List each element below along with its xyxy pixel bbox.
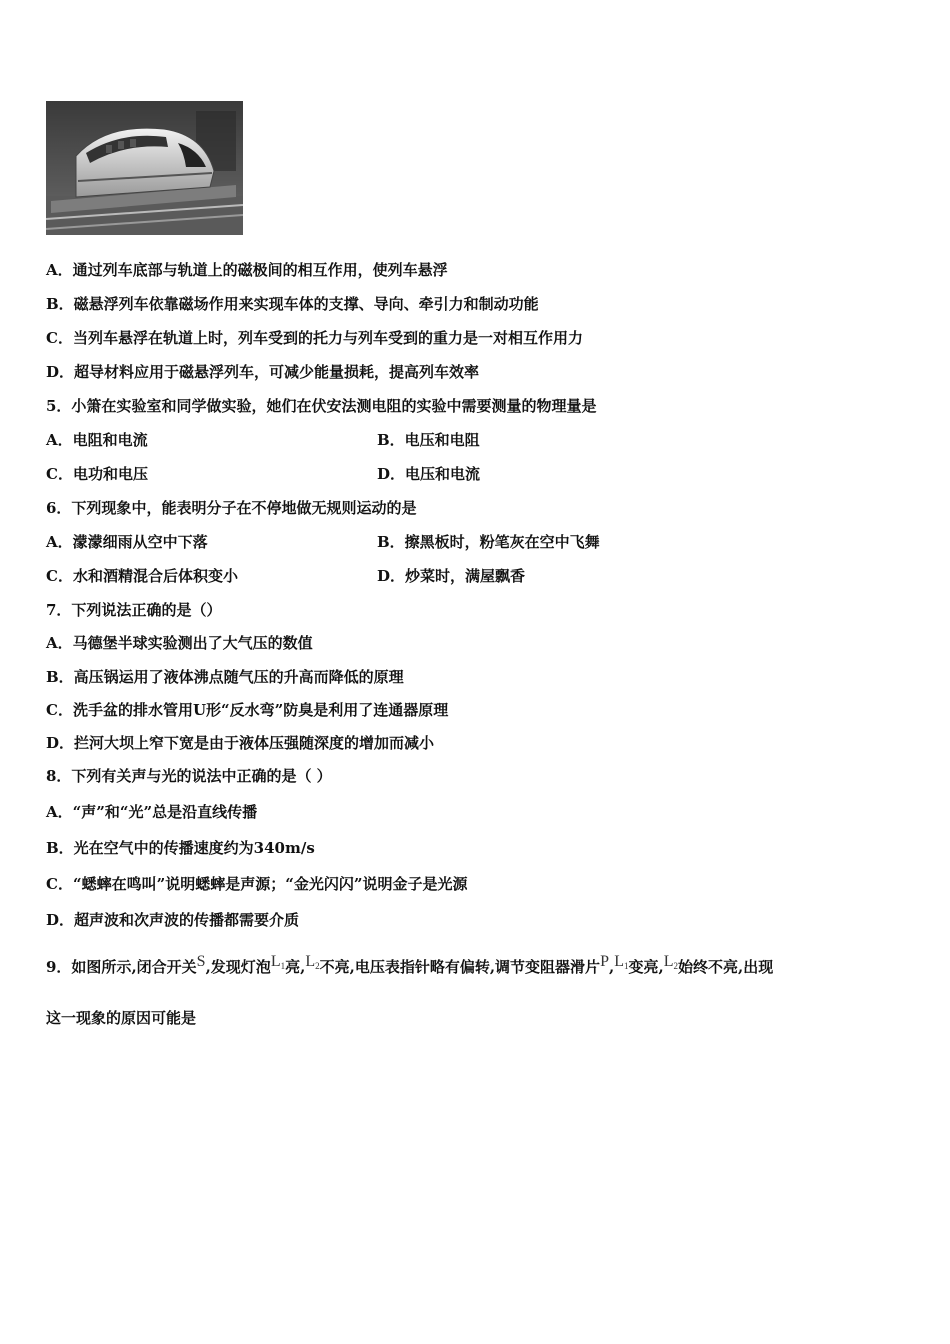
q8-option-a: A．“声”和“光”总是沿直线传播	[46, 803, 258, 821]
q4-option-c: C．当列车悬浮在轨道上时，列车受到的托力与列车受到的重力是一对相互作用力	[46, 329, 583, 347]
q6-option-d: D．炒菜时，满屋飘香	[377, 567, 526, 585]
q6-option-b: B．擦黑板时，粉笔灰在空中飞舞	[377, 533, 600, 551]
q7-stem: 7．下列说法正确的是（）	[46, 601, 222, 619]
q9-text-1: 9．如图所示,闭合开关	[46, 958, 197, 976]
q4-option-a: A．通过列车底部与轨道上的磁极间的相互作用，使列车悬浮	[46, 261, 448, 279]
q9-text-2: ,发现灯泡	[205, 958, 271, 976]
slider-p-symbol: P	[600, 953, 609, 970]
q7-option-c: C．洗手盆的排水管用U形“反水弯”防臭是利用了连通器原理	[46, 701, 449, 719]
q7-option-d: D．拦河大坝上窄下宽是由于液体压强随深度的增加而减小	[46, 734, 435, 752]
q5-option-a: A．电阻和电流	[46, 431, 148, 449]
q5-option-d: D．电压和电流	[377, 465, 481, 483]
q4-option-b: B．磁悬浮列车依靠磁场作用来实现车体的支撑、导向、牵引力和制动功能	[46, 295, 539, 313]
q9-text-5: ,	[608, 958, 615, 976]
q9-text-4: 不亮,电压表指针略有偏转,调节变阻器滑片	[319, 958, 601, 976]
q7-option-a: A．马德堡半球实验测出了大气压的数值	[46, 634, 313, 652]
bulb-l1-symbol: L1	[270, 953, 286, 971]
q8-stem: 8．下列有关声与光的说法中正确的是（ ）	[46, 767, 332, 785]
q8-option-c: C．“蟋蟀在鸣叫”说明蟋蟀是声源；“金光闪闪”说明金子是光源	[46, 875, 468, 893]
q8-option-d: D．超声波和次声波的传播都需要介质	[46, 911, 300, 929]
bulb-l2-symbol: L2	[305, 953, 320, 971]
maglev-train-photo	[46, 101, 243, 235]
q9-text-3: 亮,	[285, 958, 306, 976]
bulb-l1-symbol-2: L1	[614, 953, 629, 971]
bulb-l2-symbol-2: L2	[663, 953, 678, 971]
q6-option-a: A．濛濛细雨从空中下落	[46, 533, 208, 551]
q9-text-7: 始终不亮,出现	[678, 958, 774, 976]
q5-option-b: B．电压和电阻	[377, 431, 480, 449]
q9-stem-line2: 这一现象的原因可能是	[46, 1009, 197, 1027]
q8-option-b: B．光在空气中的传播速度约为340m/s	[46, 839, 315, 857]
q6-stem: 6．下列现象中，能表明分子在不停地做无规则运动的是	[46, 499, 417, 517]
q5-stem: 5．小箫在实验室和同学做实验，她们在伏安法测电阻的实验中需要测量的物理量是	[46, 397, 597, 415]
q9-text-6: 变亮,	[628, 958, 664, 976]
switch-symbol: S	[196, 953, 206, 970]
q5-option-c: C．电功和电压	[46, 465, 148, 483]
q9-stem-line1	[46, 953, 774, 979]
q4-option-d: D．超导材料应用于磁悬浮列车，可减少能量损耗，提高列车效率	[46, 363, 480, 381]
q6-option-c: C．水和酒精混合后体积变小	[46, 567, 238, 585]
q7-option-b: B．高压锅运用了液体沸点随气压的升高而降低的原理	[46, 668, 404, 686]
